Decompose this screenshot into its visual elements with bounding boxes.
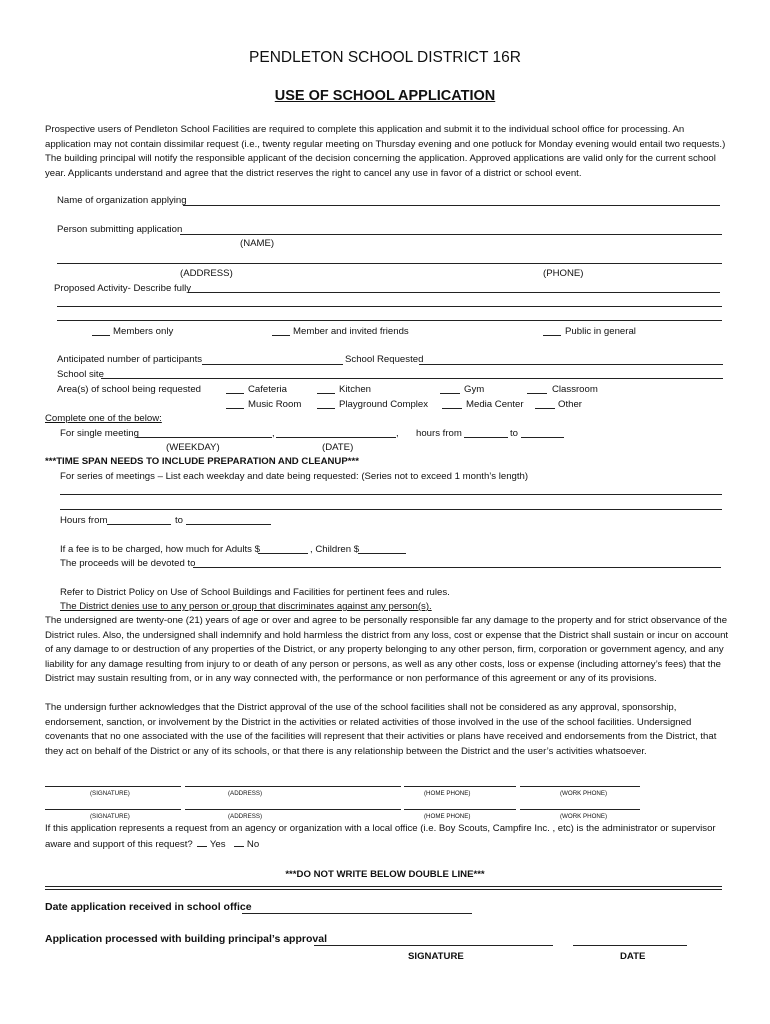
phone-caption: (PHONE) [543,268,584,279]
gym-checkbox[interactable] [440,393,460,394]
date-field[interactable] [276,437,396,438]
policy-refer: Refer to District Policy on Use of School Buildings and Facilities for pertinent fees and rules. [60,587,450,598]
work-phone-field-2[interactable] [520,809,640,810]
members-only-checkbox[interactable] [92,335,110,336]
work-phone-caption-1: (WORK PHONE) [560,790,608,797]
comma-1: , [272,428,275,439]
music-room-checkbox[interactable] [226,408,244,409]
signature-caption-2: (SIGNATURE) [90,813,130,820]
date-caption: (DATE) [322,442,354,453]
agency-yes-checkbox[interactable] [197,837,207,847]
date-received-label: Date application received in school office [45,901,252,913]
series-line-2[interactable] [60,509,722,510]
acknowledgement-paragraph: The undersign further acknowledges that the District approval of the use of the school facilities shall not be considered as any approval, sponsorship, endorsement, sanction, or involvement by the District in the activities or related activities of those involved in the use of the school facilities. Undersigned covenants that no one associated with the use of the facilities will represent that their activities or plans have received and endorsements from the District, that they act on behalf of the District or any of its schools, or that there is any relationship between the District and the user’s activities whatsoever. [45,702,717,757]
fee-adults-field[interactable] [258,553,308,554]
home-phone-field-2[interactable] [404,809,516,810]
series-hours-from-label: Hours from [60,515,108,526]
signature-field-1[interactable] [45,786,181,787]
members-friends-label: Member and invited friends [293,326,409,337]
agency-no-label: No [246,838,260,850]
form-title: USE OF SCHOOL APPLICATION [274,88,496,104]
media-center-checkbox[interactable] [442,408,462,409]
signature-caption-office: SIGNATURE [408,951,464,962]
classroom-checkbox[interactable] [527,393,547,394]
person-field[interactable] [180,234,722,235]
time-span-note: ***TIME SPAN NEEDS TO INCLUDE PREPARATION AND CLEANUP*** [45,456,359,467]
agency-question [45,822,730,852]
district-name: PENDLETON SCHOOL DISTRICT 16R [249,49,521,66]
public-label: Public in general [565,326,636,337]
date-received-field[interactable] [242,913,472,914]
address-caption: (ADDRESS) [180,268,233,279]
name-caption: (NAME) [240,238,275,249]
home-phone-caption-2: (HOME PHONE) [424,813,471,820]
members-friends-checkbox[interactable] [272,335,290,336]
classroom-label: Classroom [552,384,598,395]
fee-adults-label: If a fee is to be charged, how much for Adults $ [60,544,260,555]
complete-one-heading: Complete one of the below: [45,413,162,424]
address-caption-2: (ADDRESS) [228,813,263,820]
agency-yes-label: Yes [209,838,226,850]
processed-label: Application processed with building principal’s approval [45,933,327,945]
weekday-caption: (WEEKDAY) [166,442,220,453]
org-name-label: Name of organization applying [57,195,187,206]
liability-paragraph: The undersigned are twenty-one (21) years of age or over and agree to be personally responsible far any damage to the property and for strict observance of the District rules. Also, the undersigned shall indemnify and hold harmless the district from any loss, cost or expense that the District shall sustain or incur on account of any damage to or destruction of any properties of the District, or any property belonging to any other person, firm, corporation or government agency, and any liability for any damage resulting from injury to or death of any person or persons, as well as any other costs, loss or expense (including attorney’s fees) that the District may sustain resulting from, or in any way connected with, the performance or non performance of this agreement or any of its provisions. [45,615,729,685]
media-center-label: Media Center [466,399,524,410]
home-phone-caption-1: (HOME PHONE) [424,790,471,797]
school-requested-field[interactable] [419,364,723,365]
other-checkbox[interactable] [535,408,555,409]
signature-field-2[interactable] [45,809,181,810]
music-room-label: Music Room [248,399,302,410]
proceeds-field[interactable] [193,567,721,568]
policy-discrimination: The District denies use to any person or group that discriminates against any person(s). [60,601,432,612]
fee-children-field[interactable] [358,553,406,554]
playground-checkbox[interactable] [317,408,335,409]
public-checkbox[interactable] [543,335,561,336]
signature-caption-1: (SIGNATURE) [90,790,130,797]
date-caption-office: DATE [620,951,646,962]
approval-date-field[interactable] [573,945,687,946]
address-caption-1: (ADDRESS) [228,790,263,797]
series-label: For series of meetings – List each weekday and date being requested: (Series not to exceed 1 month’s length) [60,471,529,482]
other-label: Other [558,399,582,410]
hours-from-field[interactable] [464,437,508,438]
work-phone-caption-2: (WORK PHONE) [560,813,608,820]
address-field-2[interactable] [185,809,401,810]
home-phone-field-1[interactable] [404,786,516,787]
intro-paragraph: Prospective users of Pendleton School Facilities are required to complete this application and submit it to the individual school office for processing. An application may not contain dissimilar request (i.e., twenty regular meeting on Thursday evening and one potluck for Monday evening would entail two requests.) The building principal will notify the responsible applicant of the decision concerning the application. Approved applications are valid only for the current school year. Applicants understand and agree that the district reserves the right to cancel any use in favor of a district or school event. [45,124,726,179]
agency-question-text: If this application represents a request from an agency or organization with a local office (i.e. Boy Scouts, Campfire Inc. , etc) is the administrator or supervisor aware and support of this request? [45,823,716,850]
address-field-1[interactable] [185,786,401,787]
hours-to-field[interactable] [521,437,564,438]
areas-label: Area(s) of school being requested [57,384,201,395]
members-only-label: Members only [113,326,174,337]
series-hours-from-field[interactable] [107,524,171,525]
series-line-1[interactable] [60,494,722,495]
org-name-field[interactable] [183,205,720,206]
activity-field[interactable] [188,292,720,293]
proceeds-label: The proceeds will be devoted to [60,558,196,569]
weekday-field[interactable] [136,437,272,438]
series-to-label: to [175,515,184,526]
work-phone-field-1[interactable] [520,786,640,787]
hours-to-label: to [510,428,519,439]
fee-children-label: , Children $ [310,544,360,555]
series-to-field[interactable] [186,524,271,525]
cafeteria-checkbox[interactable] [226,393,244,394]
cafeteria-label: Cafeteria [248,384,287,395]
participants-label: Anticipated number of participants [57,354,203,365]
kitchen-label: Kitchen [339,384,371,395]
playground-label: Playground Complex [339,399,429,410]
double-line-divider [45,886,722,890]
activity-label: Proposed Activity- Describe fully [54,283,192,294]
comma-2: , [396,428,399,439]
principal-signature-field[interactable] [314,945,553,946]
school-requested-label: School Requested [345,354,424,365]
school-site-label: School site [57,369,104,380]
person-label: Person submitting application [57,224,183,235]
kitchen-checkbox[interactable] [317,393,335,394]
single-meeting-label: For single meeting [60,428,139,439]
address-phone-field[interactable] [57,263,722,264]
agency-no-checkbox[interactable] [234,837,244,847]
activity-line-2[interactable] [57,306,722,307]
participants-field[interactable] [202,364,343,365]
school-site-field[interactable] [101,378,723,379]
hours-from-label: hours from [416,428,462,439]
activity-line-3[interactable] [57,320,722,321]
do-not-write-note: ***DO NOT WRITE BELOW DOUBLE LINE*** [285,869,485,880]
gym-label: Gym [464,384,485,395]
